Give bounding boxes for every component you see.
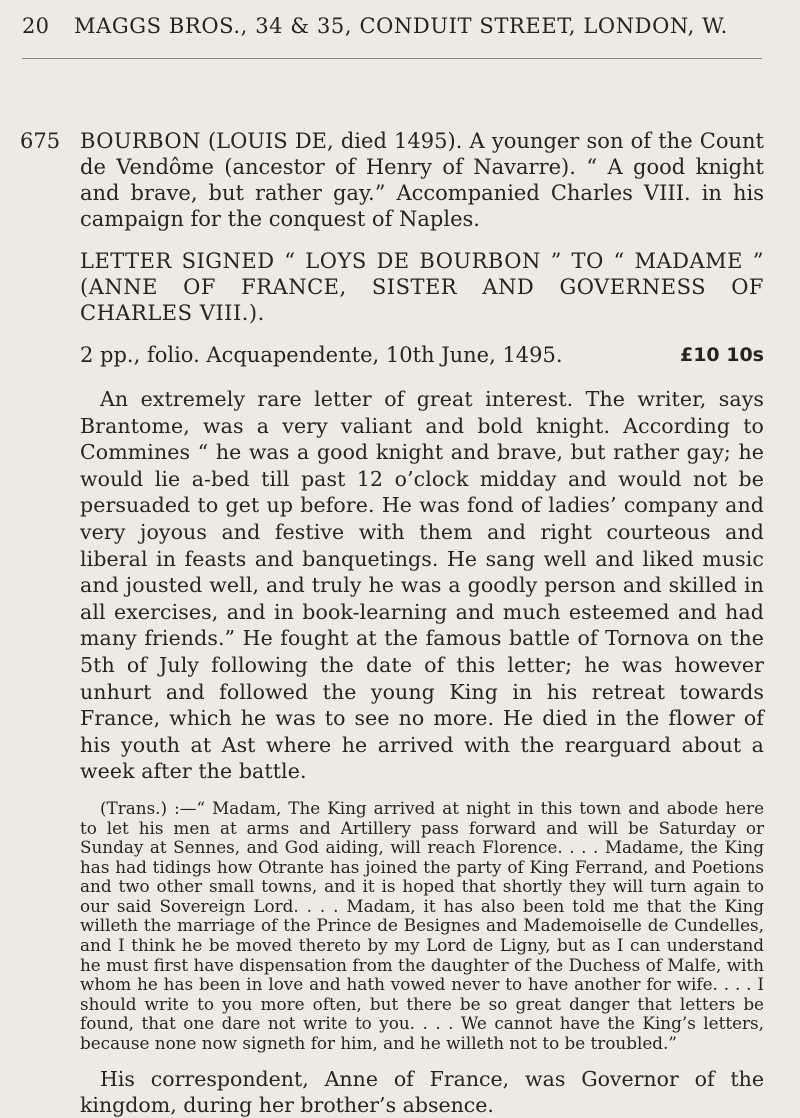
collation-line — [80, 342, 764, 368]
header-rule — [22, 58, 762, 59]
entry-heading-text: (LOUIS DE, died 1495). A younger son of the Count de Vendôme (ancestor of Henry of Navarre). “ A good knight and brave, but rather gay.” Accompanied Charles VIII. in his campaign for the conquest of Naples. — [80, 129, 764, 231]
translation-paragraph: (Trans.) :—“ Madam, The King arrived at night in this town and abode here to let his men at arms and Artillery pass forward and will be Saturday or Sunday at Sennes, and God aiding, will reach Florence. . . . Madame, the King has had tidings how Otrante has joined the party of King Ferrand, and Poetions and two other small towns, and it is hoped that shortly they will turn again to our said Sovereign Lord. . . . Madam, it has also been told me that the King willeth the marriage of the Prince de Besignes and Mademoiselle de Cundelles, and I think he be moved thereto by my Lord de Ligny, but as I can understand he must first have dispensation from the daughter of the Duchess of Malfe, with whom he has been in love and hath vowed never to have another for wife. . . . I should write to you more often, but there be so great danger that letters be found, that one dare not write to you. . . . We cannot have the King’s letters, because none now signeth for him, and he willeth not to be troubled.” — [80, 797, 764, 1054]
collation-text: 2 pp., folio. Acquapendente, 10th June, 1495. — [80, 343, 563, 367]
description-paragraph: An extremely rare letter of great interest. The writer, says Brantome, was a very valiant and bold knight. According to Commines “ he was a good knight and brave, but rather gay; he would lie a-bed till past 12 o’clock midday and would not be persuaded to get up before. He was fond of ladies’ company and very joyous and festive with them and right courteous and liberal in feasts and banquetings. He sang well and liked music and jousted well, and truly he was a goodly person and skilled in all exercises, and in book-learning and much esteemed and had many friends.” He fought at the famous battle of Tornova on the 5th of July following the date of this letter; he was however unhurt and followed the young King in his retreat towards France, which he was to see no more. He died in the flower of his youth at Ast where he arrived with the rearguard about a week after the battle. — [80, 387, 764, 784]
letter-title: LETTER SIGNED “ LOYS DE BOURBON ” TO “ MADAME ” (ANNE OF FRANCE, SISTER AND GOVERNESS OF CHARLES VIII.). — [80, 249, 764, 325]
subject-name: BOURBON — [80, 129, 201, 153]
lot-number: 675 — [20, 129, 61, 153]
page-number: 20 — [22, 14, 50, 38]
running-head: MAGGS BROS., 34 & 35, CONDUIT STREET, LONDON, W. — [74, 14, 728, 38]
catalogue-entry — [20, 128, 764, 1118]
closing-paragraph: His correspondent, Anne of France, was Governor of the kingdom, during her brother’s absence. — [80, 1066, 764, 1117]
price: £10 10s — [679, 344, 764, 366]
entry-heading — [20, 128, 764, 232]
page-header — [22, 14, 762, 38]
